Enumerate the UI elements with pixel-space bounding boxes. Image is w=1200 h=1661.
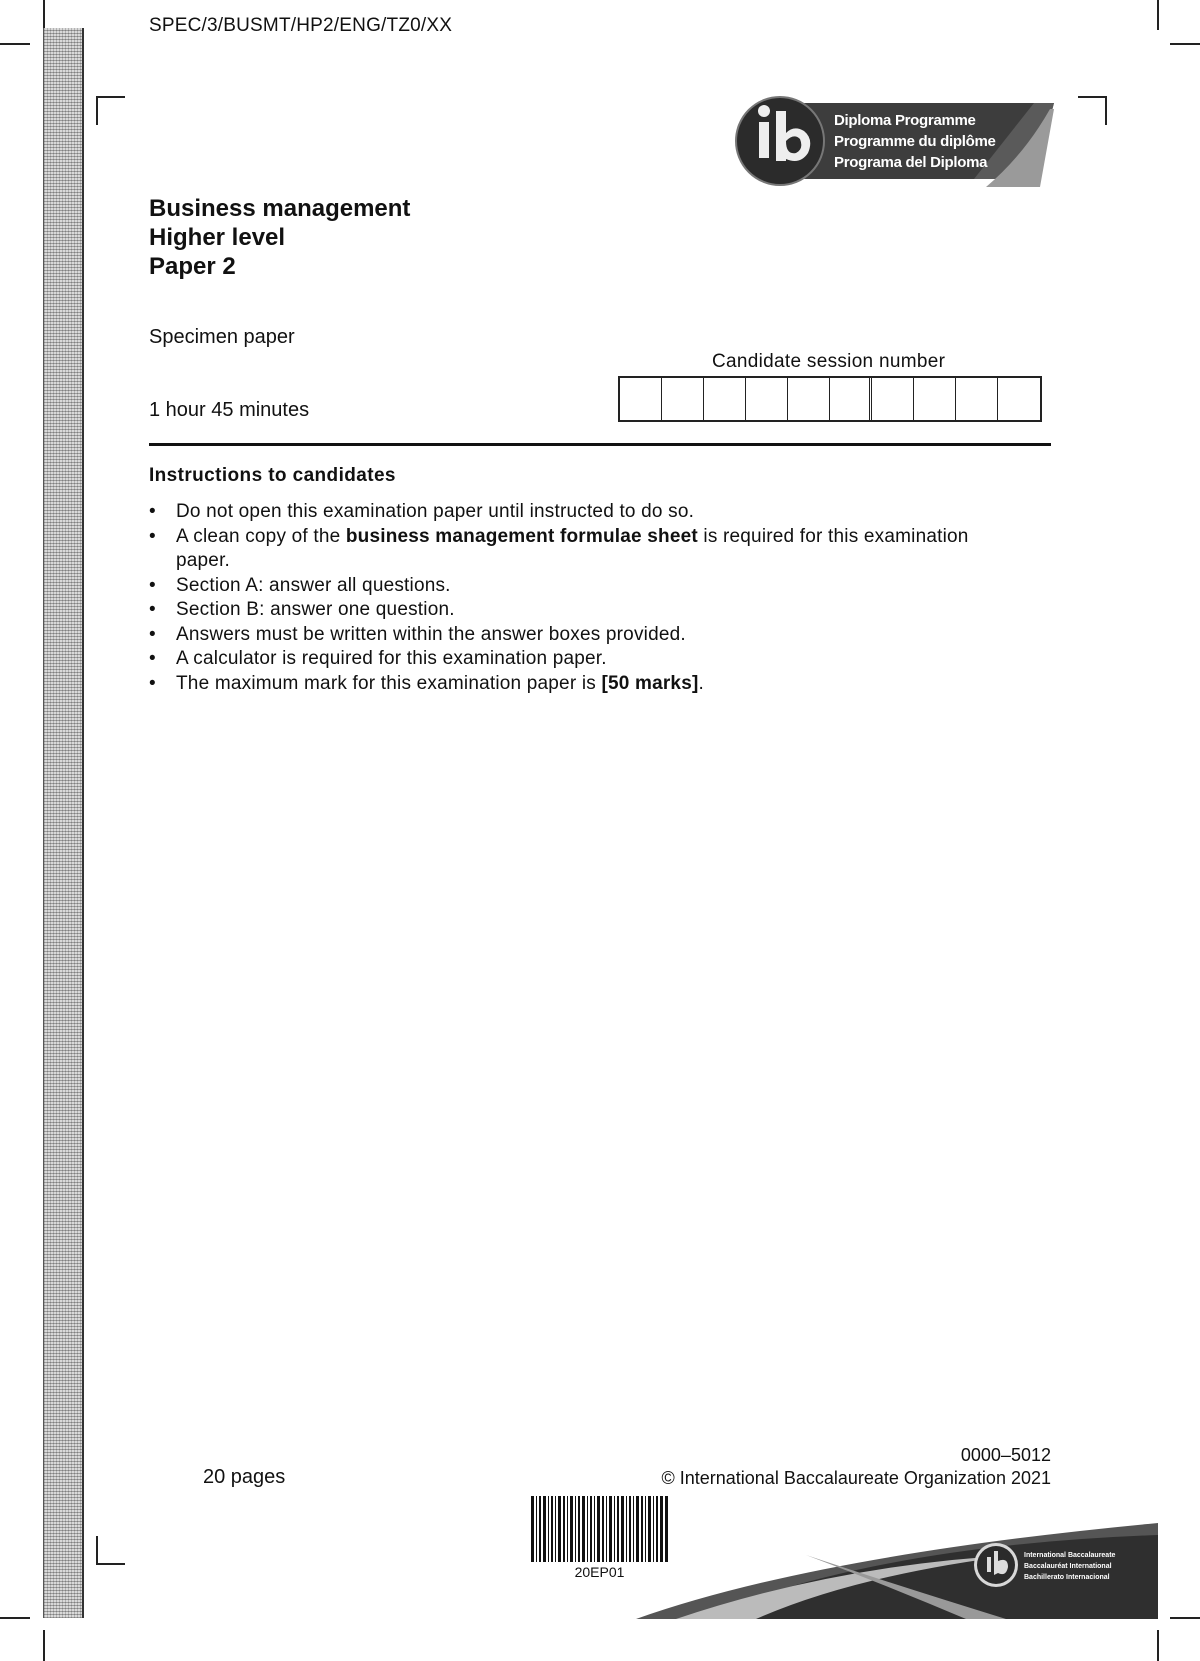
crop-mark-top-right-horizontal (1170, 43, 1200, 45)
title-block (149, 194, 410, 281)
session-digit-box[interactable] (998, 378, 1040, 420)
org-line-3: Bachillerato Internacional (1024, 1574, 1110, 1581)
session-digit-box[interactable] (956, 378, 998, 420)
instruction-item: • Do not open this examination paper until instructed to do so. (149, 500, 969, 525)
divider-rule (149, 443, 1051, 446)
org-line-2: Baccalauréat International (1024, 1563, 1112, 1570)
session-digit-box[interactable] (662, 378, 704, 420)
bullet-icon: • (149, 623, 156, 645)
session-digit-box[interactable] (620, 378, 662, 420)
crop-mark-bottom-right-vertical (1157, 1630, 1159, 1661)
logo-line-2: Programme du diplôme (834, 133, 996, 150)
binding-strip (43, 28, 84, 1618)
copyright-notice: © International Baccalaureate Organization 2021 (661, 1468, 1051, 1488)
instruction-item: • The maximum mark for this examination paper is [50 marks]. (149, 672, 969, 697)
ib-diploma-logo (734, 95, 1054, 187)
session-digit-box[interactable] (830, 378, 872, 420)
level-title: Higher level (149, 224, 286, 251)
bullet-icon: • (149, 501, 156, 522)
bullet-icon: • (149, 525, 156, 547)
bullet-icon: • (149, 574, 156, 596)
instruction-item: • Section A: answer all questions. (149, 574, 969, 599)
corner-bracket-top-left (96, 96, 125, 125)
candidate-session-label: Candidate session number (712, 351, 946, 372)
crop-mark-top-right-vertical (1157, 0, 1159, 30)
session-digit-box[interactable] (914, 378, 956, 420)
candidate-session-boxes[interactable] (618, 376, 1042, 422)
corner-bracket-bottom-left (96, 1536, 125, 1565)
subject-title: Business management (149, 195, 411, 222)
instruction-item: • A calculator is required for this examination paper. (149, 647, 969, 672)
session-digit-box[interactable] (872, 378, 914, 420)
paper-code: SPEC/3/BUSMT/HP2/ENG/TZ0/XX (149, 15, 453, 36)
crop-mark-bottom-right-horizontal (1170, 1617, 1200, 1619)
paper-type: Specimen paper (149, 326, 295, 348)
crop-mark-top-left-vertical (43, 0, 45, 30)
instruction-item: • A clean copy of the business management formulae sheet is required for this examination paper. (149, 525, 969, 571)
footer-meta (661, 1444, 1051, 1490)
exam-number: 0000–5012 (960, 1445, 1051, 1465)
ib-organization-logo (636, 1515, 1158, 1619)
bullet-icon: • (149, 648, 156, 669)
bullet-icon: • (149, 599, 156, 620)
instruction-item: • Section B: answer one question. (149, 598, 969, 623)
corner-bracket-top-right (1078, 96, 1107, 125)
crop-mark-top-left-horizontal (0, 43, 30, 45)
bullet-icon: • (149, 672, 156, 694)
instructions-list (149, 500, 969, 696)
org-line-1: International Baccalaureate (1024, 1552, 1116, 1559)
barcode-number: 20EP01 (574, 1564, 625, 1580)
exam-duration: 1 hour 45 minutes (149, 399, 310, 421)
logo-line-1: Diploma Programme (834, 112, 976, 129)
session-digit-box[interactable] (746, 378, 788, 420)
session-digit-box[interactable] (704, 378, 746, 420)
crop-mark-bottom-left-vertical (43, 1630, 45, 1661)
paper-title: Paper 2 (149, 253, 236, 280)
crop-mark-bottom-left-horizontal (0, 1617, 30, 1619)
instruction-item: • Answers must be written within the answer boxes provided. (149, 623, 969, 648)
logo-line-3: Programa del Diploma (834, 154, 988, 171)
session-digit-box[interactable] (788, 378, 830, 420)
page-count: 20 pages (203, 1466, 286, 1488)
instructions-heading: Instructions to candidates (149, 465, 396, 486)
